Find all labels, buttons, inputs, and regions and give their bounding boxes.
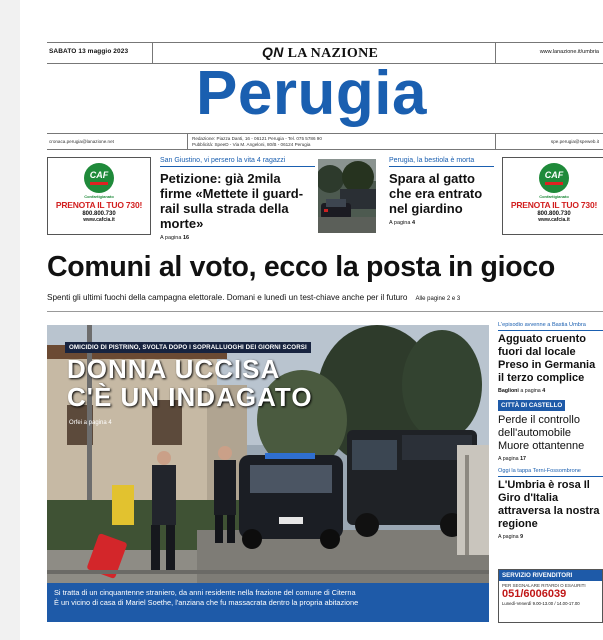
page-margin bbox=[0, 0, 20, 640]
photo-story-kicker: OMICIDIO DI PISTRINO, SVOLTA DOPO I SOPRALLUOGHI DEI GIORNI SCORSI bbox=[65, 342, 311, 353]
caf-sublogo: Confartigianato bbox=[539, 194, 569, 199]
service-text: PER SEGNALARE RITARDI O ESAURITI bbox=[502, 583, 586, 588]
editorial-info bbox=[192, 136, 322, 147]
caf-logo bbox=[84, 163, 114, 193]
subheadline-text: Spenti gli ultimi fuochi della campagna elettorale. Domani e lunedì un test-chiave anche per il futuro bbox=[47, 293, 408, 302]
teaser-headline: Spara al gatto che era entrato nel giardino bbox=[389, 171, 483, 216]
story-headline-agguato[interactable]: Agguato cruento fuori dal locale Preso in Germania il terzo complice bbox=[498, 333, 596, 384]
roadside-photo bbox=[318, 159, 376, 233]
main-headline[interactable]: Comuni al voto, ecco la posta in gioco bbox=[47, 251, 556, 283]
service-title: SERVIZIO RIVENDITORI bbox=[499, 570, 602, 581]
advertising-address: Pubblicità: SpeeD - Via M. Angeloni, 80/B - 06124 Perugia bbox=[192, 141, 311, 147]
brand-logo-qn: QN bbox=[262, 44, 284, 60]
newspaper-front-page bbox=[20, 0, 603, 640]
caf-logo-text: CAF bbox=[544, 170, 564, 180]
photo-story-page-ref: Orfei a pagina 4 bbox=[69, 420, 112, 426]
story-headline-incidente[interactable]: Perde il controllo dell'automobile Muore ottantenne bbox=[498, 414, 585, 452]
right-news-column bbox=[498, 322, 603, 540]
page-label: a pagina bbox=[520, 388, 541, 394]
teaser-kicker: Perugia, la bestiola è morta bbox=[389, 157, 494, 167]
service-hours: Lunedì-Venerdì 9.00-13.00 / 14.00-17.00 bbox=[502, 601, 580, 606]
story-kicker-giro: Oggi la tappa Terni-Fossombrone bbox=[498, 468, 603, 477]
caf-logo bbox=[539, 163, 569, 193]
brand-name: LA NAZIONE bbox=[287, 46, 379, 61]
page-label: A pagina bbox=[498, 456, 519, 462]
page-number: 9 bbox=[520, 534, 524, 540]
caf-ad-right[interactable] bbox=[502, 157, 603, 235]
page-label: A pagina bbox=[389, 220, 411, 226]
ad-website: www.cafcia.it bbox=[538, 217, 570, 223]
teaser-page-ref bbox=[160, 235, 315, 241]
caf-sublogo: Confartigianato bbox=[84, 194, 114, 199]
story-headline-giro[interactable]: L'Umbria è rosa Il Giro d'Italia attraversa la nostra regione bbox=[498, 479, 600, 530]
caf-ad-left[interactable] bbox=[47, 157, 151, 235]
divider bbox=[495, 134, 496, 149]
caf-logo-text: CAF bbox=[89, 170, 109, 180]
page-label: A pagina bbox=[498, 534, 519, 540]
story-page-ref bbox=[498, 388, 603, 394]
service-phone[interactable]: 051/6006039 bbox=[502, 588, 567, 600]
section-rule bbox=[47, 311, 603, 312]
logo-ribbon bbox=[90, 182, 108, 185]
website-link[interactable]: www.lanazione.it/umbria bbox=[539, 49, 599, 55]
ad-phone: 800.800.730 bbox=[537, 211, 571, 217]
page-number: 17 bbox=[520, 456, 527, 462]
advertising-email[interactable]: spe.perugia@speweb.it bbox=[550, 139, 599, 144]
editorial-address: Redazione: Piazza Danti, 16 - 06121 Perugia - Tel. 075 5786 90 bbox=[192, 136, 322, 141]
teaser-cat[interactable] bbox=[389, 157, 494, 226]
logo-ribbon bbox=[545, 182, 563, 185]
page-number: 4 bbox=[411, 220, 416, 226]
teaser-kicker: San Giustino, vi persero la vita 4 ragazzi bbox=[160, 157, 315, 167]
caption-line-1: Si tratta di un cinquantenne straniero, da anni residente nella frazione del comune di Citerna bbox=[54, 588, 356, 597]
ad-slogan: PRENOTA IL TUO 730! bbox=[510, 200, 598, 210]
page-label: A pagina bbox=[160, 235, 182, 241]
dealer-service-box bbox=[498, 569, 603, 623]
newsroom-email[interactable]: cronaca.perugia@lanazione.net bbox=[49, 139, 114, 144]
story-page-ref bbox=[498, 456, 603, 462]
page-number: 16 bbox=[182, 235, 190, 241]
story-page-ref bbox=[498, 534, 603, 540]
story-author: Baglioni bbox=[498, 388, 519, 394]
headline-line-1: DONNA UCCISA bbox=[67, 354, 281, 384]
main-page-ref: Alle pagine 2 e 3 bbox=[415, 296, 461, 302]
main-subheadline bbox=[47, 293, 460, 302]
headline-line-2: C'È UN INDAGATO bbox=[67, 382, 313, 412]
issue-date: SABATO 13 maggio 2023 bbox=[49, 48, 129, 55]
teaser-petition[interactable] bbox=[160, 157, 315, 241]
photo-caption bbox=[47, 583, 489, 622]
divider bbox=[187, 134, 188, 149]
caption-line-2: È un vicino di casa di Mariel Soethe, l'anziana che fu massacrata dentro la propria abitazione bbox=[54, 598, 359, 607]
photo-story-headline bbox=[67, 355, 313, 411]
teaser-headline: Petizione: già 2mila firme «Mettete il guard-rail sulla strada della morte» bbox=[160, 171, 304, 231]
ad-phone: 800.800.730 bbox=[82, 211, 116, 217]
masthead-info-line bbox=[47, 133, 603, 150]
ad-slogan: PRENOTA IL TUO 730! bbox=[55, 200, 143, 210]
teaser-page-ref bbox=[389, 220, 494, 226]
teaser-photo bbox=[318, 159, 376, 233]
lead-photo[interactable] bbox=[47, 325, 489, 622]
ad-website: www.cafcia.it bbox=[83, 217, 115, 223]
edition-title: Perugia bbox=[196, 59, 427, 128]
page-number: 4 bbox=[542, 388, 546, 394]
story-kicker-bastia: L'episodio avvenne a Bastia Umbra bbox=[498, 322, 603, 331]
section-label-citta-di-castello: CITTÀ DI CASTELLO bbox=[498, 400, 565, 411]
